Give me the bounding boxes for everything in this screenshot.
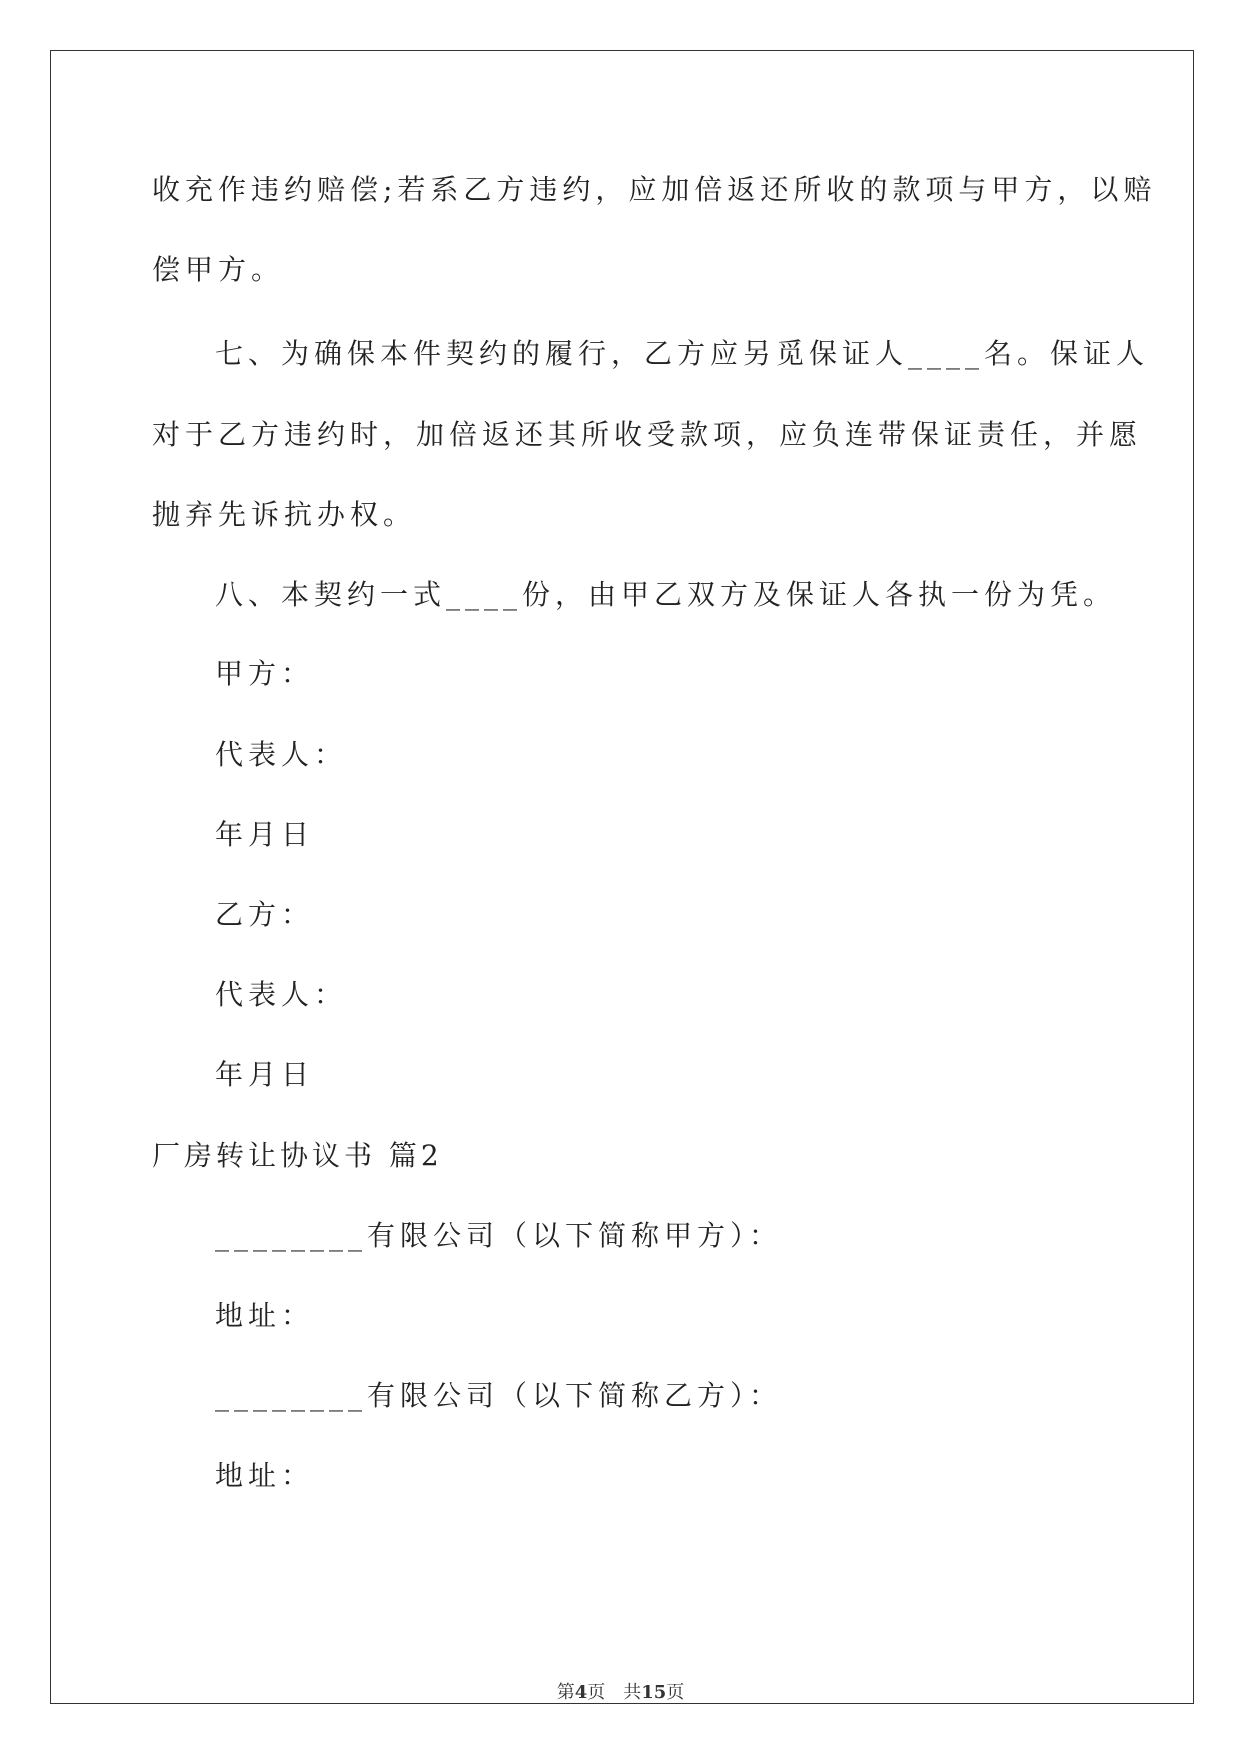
clause-seven: 七、为确保本件契约的履行，乙方应另觅保证人____名。保证人 — [215, 337, 1150, 370]
party-b-address-label: 地址： — [215, 1459, 315, 1492]
clause-eight: 八、本契约一式____份，由甲乙双方及保证人各执一份为凭。 — [215, 578, 1117, 611]
party-b-company-line: ________有限公司（以下简称乙方）： — [215, 1379, 783, 1412]
party-a-company-line: ________有限公司（以下简称甲方）： — [215, 1219, 783, 1252]
section-heading: 厂房转让协议书 篇2 — [152, 1139, 443, 1172]
page-footer — [0, 1678, 1241, 1704]
paragraph-line: 对于乙方违约时，加倍返还其所收受款项，应负连带保证责任，并愿 — [152, 418, 1143, 451]
party-a-representative-label: 代表人： — [215, 738, 348, 771]
party-b-label: 乙方： — [215, 898, 315, 931]
party-b-date-label: 年月日 — [215, 1058, 315, 1091]
footer-middle: 页 共 — [587, 1682, 642, 1703]
paragraph-line: 抛弃先诉抗办权。 — [152, 498, 417, 531]
party-a-date-label: 年月日 — [215, 818, 315, 851]
paragraph-line: 偿甲方。 — [152, 253, 285, 286]
footer-prefix: 第 — [556, 1682, 575, 1703]
footer-suffix: 页 — [666, 1682, 685, 1703]
party-a-label: 甲方： — [215, 657, 315, 690]
footer-total-pages: 15 — [641, 1682, 667, 1703]
party-a-address-label: 地址： — [215, 1299, 315, 1332]
paragraph-line: 收充作违约赔偿;若系乙方违约，应加倍返还所收的款项与甲方，以赔 — [152, 173, 1157, 206]
footer-page-number: 4 — [574, 1682, 588, 1703]
party-b-representative-label: 代表人： — [215, 978, 348, 1011]
